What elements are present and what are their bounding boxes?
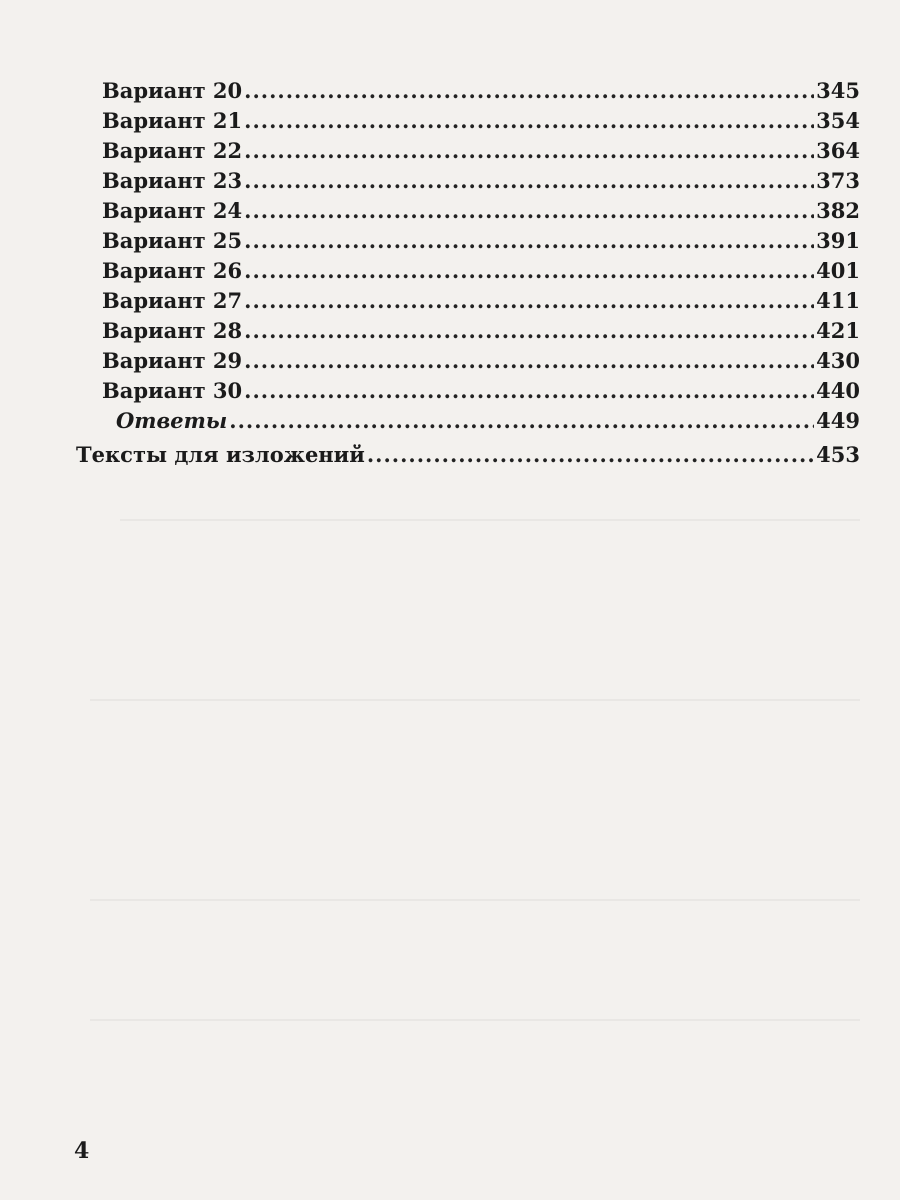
toc-entry-label: Вариант 21 bbox=[102, 108, 243, 133]
leader-dots bbox=[244, 138, 814, 163]
toc-entry-page: 354 bbox=[816, 108, 860, 133]
toc-entry-page: 421 bbox=[816, 318, 860, 343]
toc-entry-label: Вариант 30 bbox=[102, 378, 243, 403]
toc-entry-label: Вариант 28 bbox=[102, 318, 243, 343]
toc-entry bbox=[102, 258, 860, 288]
toc-entry bbox=[102, 168, 860, 198]
toc-entry-page: 373 bbox=[816, 168, 860, 193]
toc-entry bbox=[102, 228, 860, 258]
leader-dots bbox=[244, 168, 814, 193]
toc-entry-page: 449 bbox=[816, 408, 860, 433]
leader-dots bbox=[244, 288, 814, 313]
toc-entry-label: Вариант 20 bbox=[102, 78, 243, 103]
toc-entry bbox=[102, 108, 860, 138]
toc-entry bbox=[102, 378, 860, 408]
toc-entry-page: 391 bbox=[816, 228, 860, 253]
toc-entry-page: 453 bbox=[816, 442, 860, 467]
leader-dots bbox=[244, 78, 814, 103]
toc-entry-page: 345 bbox=[816, 78, 860, 103]
leader-dots bbox=[244, 378, 814, 403]
toc-entry-page: 401 bbox=[816, 258, 860, 283]
toc-entry bbox=[102, 138, 860, 168]
toc-entry-page: 440 bbox=[816, 378, 860, 403]
toc-entry-answers bbox=[116, 408, 860, 438]
toc-entry-label: Вариант 22 bbox=[102, 138, 243, 163]
leader-dots bbox=[244, 348, 814, 373]
page-number: 4 bbox=[74, 1138, 90, 1164]
leader-dots bbox=[244, 318, 814, 343]
toc-entry-label: Вариант 25 bbox=[102, 228, 243, 253]
leader-dots bbox=[244, 258, 814, 283]
toc-entry-label: Вариант 26 bbox=[102, 258, 243, 283]
toc-entry-texts bbox=[76, 442, 860, 472]
leader-dots bbox=[244, 198, 814, 223]
toc-entry-page: 411 bbox=[816, 288, 860, 313]
toc-entry-label: Ответы bbox=[116, 408, 228, 433]
toc-entry bbox=[102, 198, 860, 228]
toc-entry-page: 364 bbox=[816, 138, 860, 163]
toc-entry bbox=[102, 348, 860, 378]
toc-entry-page: 382 bbox=[816, 198, 860, 223]
toc-entry bbox=[102, 318, 860, 348]
toc-entry-label: Вариант 24 bbox=[102, 198, 243, 223]
toc-entry bbox=[102, 78, 860, 108]
leader-dots bbox=[244, 228, 814, 253]
leader-dots bbox=[229, 408, 814, 433]
toc-entry bbox=[102, 288, 860, 318]
leader-dots bbox=[244, 108, 814, 133]
toc-entry-label: Вариант 29 bbox=[102, 348, 243, 373]
toc-entry-page: 430 bbox=[816, 348, 860, 373]
leader-dots bbox=[367, 442, 814, 467]
toc-entry-label: Вариант 27 bbox=[102, 288, 243, 313]
toc-entry-label: Тексты для изложений bbox=[76, 442, 365, 467]
toc-entry-label: Вариант 23 bbox=[102, 168, 243, 193]
